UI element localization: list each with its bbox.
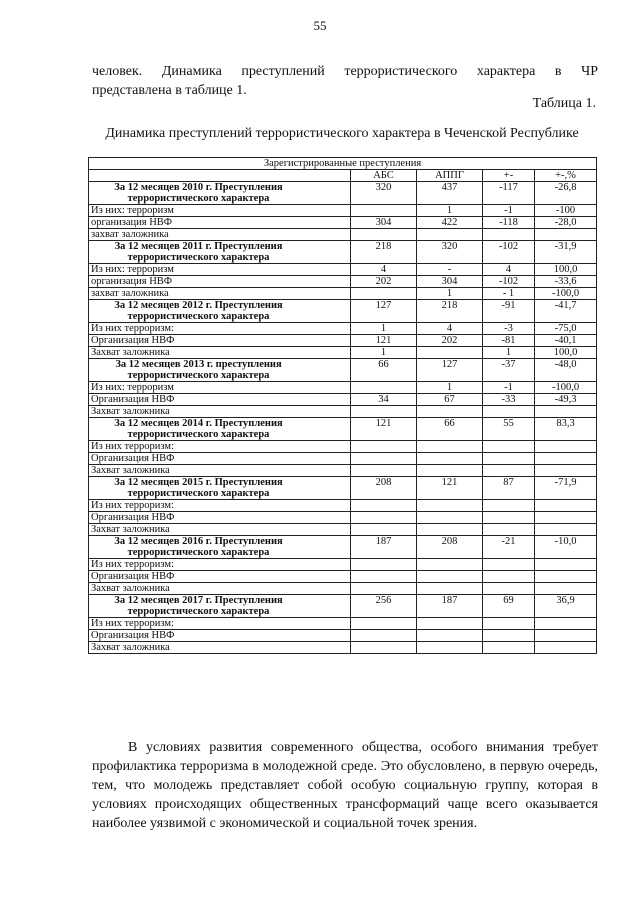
table-row-sub xyxy=(89,394,597,406)
row-value: 4 xyxy=(417,323,483,335)
row-value: 87 xyxy=(483,477,535,500)
column-header: +-,% xyxy=(535,170,597,182)
row-label: Организация НВФ xyxy=(89,630,351,642)
row-value: 202 xyxy=(351,276,417,288)
row-value xyxy=(483,559,535,571)
row-value xyxy=(483,571,535,583)
closing-text: В условиях развития современного общества, особого внимания требует профилактика терроризма в молодежной среде. Это обусловлено, в первую очередь, тем, что молодежь представляет собой особую социальную группу, которая в условиях происходящих общественных трансформаций чаще всего оказывается наиболее уязвимой с экономической и социальной точек зрения. xyxy=(92,740,598,831)
row-value xyxy=(351,500,417,512)
row-value xyxy=(351,406,417,418)
row-label: Захват заложника xyxy=(89,524,351,536)
row-value xyxy=(351,571,417,583)
row-value xyxy=(351,382,417,394)
row-label: За 12 месяцев 2014 г. Преступления террористического характера xyxy=(89,418,351,441)
row-label: Из них терроризм: xyxy=(89,618,351,630)
intro-line-2: представлена в таблице 1. xyxy=(92,83,247,98)
table-group-header: Зарегистрированные преступления xyxy=(89,158,597,170)
row-value: 83,3 xyxy=(535,418,597,441)
row-label: Организация НВФ xyxy=(89,394,351,406)
row-value xyxy=(483,465,535,477)
row-value: 208 xyxy=(417,536,483,559)
row-value: -10,0 xyxy=(535,536,597,559)
row-value: 69 xyxy=(483,595,535,618)
row-value xyxy=(417,229,483,241)
row-value: -71,9 xyxy=(535,477,597,500)
table-row-sub xyxy=(89,465,597,477)
row-value xyxy=(483,630,535,642)
row-label: Захват заложника xyxy=(89,347,351,359)
row-value: 67 xyxy=(417,394,483,406)
row-label: За 12 месяцев 2010 г. Преступления террористического характера xyxy=(89,182,351,205)
row-value: 127 xyxy=(351,300,417,323)
row-value xyxy=(417,559,483,571)
row-value xyxy=(417,618,483,630)
row-label: Захват заложника xyxy=(89,406,351,418)
row-label: За 12 месяцев 2011 г. Преступления террористического характера xyxy=(89,241,351,264)
row-value xyxy=(535,406,597,418)
row-label: организация НВФ xyxy=(89,217,351,229)
row-value xyxy=(351,512,417,524)
row-label: Организация НВФ xyxy=(89,335,351,347)
row-value: -40,1 xyxy=(535,335,597,347)
row-value: 121 xyxy=(351,335,417,347)
table-row-sub xyxy=(89,583,597,595)
row-value xyxy=(535,500,597,512)
row-value: 4 xyxy=(483,264,535,276)
row-value: 121 xyxy=(417,477,483,500)
row-value xyxy=(535,559,597,571)
row-value xyxy=(351,441,417,453)
row-label: За 12 месяцев 2015 г. Преступления террористического характера xyxy=(89,477,351,500)
row-value: 320 xyxy=(417,241,483,264)
row-value xyxy=(483,500,535,512)
row-label: За 12 месяцев 2012 г. Преступления террористического характера xyxy=(89,300,351,323)
row-value xyxy=(417,441,483,453)
row-label: организация НВФ xyxy=(89,276,351,288)
row-value xyxy=(417,642,483,654)
row-value xyxy=(417,500,483,512)
table-row-sub xyxy=(89,618,597,630)
table-row-sub xyxy=(89,347,597,359)
row-value: -1 xyxy=(483,382,535,394)
row-value xyxy=(535,453,597,465)
row-value xyxy=(417,630,483,642)
row-value: 1 xyxy=(483,347,535,359)
row-value xyxy=(417,406,483,418)
row-label: захват заложника xyxy=(89,288,351,300)
row-value xyxy=(483,642,535,654)
column-header: +- xyxy=(483,170,535,182)
row-value: 1 xyxy=(351,347,417,359)
table-body xyxy=(89,182,597,654)
table-row-period xyxy=(89,300,597,323)
table-row-period xyxy=(89,536,597,559)
row-value: -49,3 xyxy=(535,394,597,406)
row-value: -3 xyxy=(483,323,535,335)
row-value: 36,9 xyxy=(535,595,597,618)
table-row-period xyxy=(89,477,597,500)
row-value: -33 xyxy=(483,394,535,406)
table-row-period xyxy=(89,595,597,618)
row-label: Из них терроризм: xyxy=(89,559,351,571)
closing-paragraph xyxy=(92,738,598,833)
row-value: 1 xyxy=(417,382,483,394)
row-value: -102 xyxy=(483,276,535,288)
row-value: -1 xyxy=(483,205,535,217)
table-row-sub xyxy=(89,288,597,300)
intro-paragraph xyxy=(92,62,598,100)
row-value xyxy=(417,465,483,477)
row-value: 66 xyxy=(351,359,417,382)
row-value xyxy=(535,465,597,477)
row-value: -26,8 xyxy=(535,182,597,205)
table-row-period xyxy=(89,182,597,205)
row-value: -28,0 xyxy=(535,217,597,229)
row-value xyxy=(535,229,597,241)
row-value: -117 xyxy=(483,182,535,205)
table-row-sub xyxy=(89,229,597,241)
row-value: 34 xyxy=(351,394,417,406)
row-value xyxy=(351,205,417,217)
row-value xyxy=(535,512,597,524)
table-row-sub xyxy=(89,217,597,229)
row-label: Организация НВФ xyxy=(89,453,351,465)
row-value xyxy=(535,441,597,453)
row-value xyxy=(351,229,417,241)
row-value xyxy=(535,571,597,583)
table-row-period xyxy=(89,241,597,264)
table-label: Таблица 1. xyxy=(532,96,596,111)
row-value: - 1 xyxy=(483,288,535,300)
row-value: 4 xyxy=(351,264,417,276)
table-row-sub xyxy=(89,205,597,217)
row-value: 187 xyxy=(417,595,483,618)
row-label: Организация НВФ xyxy=(89,512,351,524)
row-label: Захват заложника xyxy=(89,642,351,654)
table-row-sub xyxy=(89,276,597,288)
row-value: -48,0 xyxy=(535,359,597,382)
row-value: 55 xyxy=(483,418,535,441)
row-value: -21 xyxy=(483,536,535,559)
row-value: 422 xyxy=(417,217,483,229)
intro-line-1: человек. Динамика преступлений террористического характера в ЧР xyxy=(92,64,598,79)
row-value: -81 xyxy=(483,335,535,347)
row-value: -91 xyxy=(483,300,535,323)
row-value xyxy=(417,453,483,465)
row-label: захват заложника xyxy=(89,229,351,241)
row-value: 304 xyxy=(417,276,483,288)
row-label: Из них: терроризм xyxy=(89,264,351,276)
row-value xyxy=(351,583,417,595)
row-value xyxy=(351,559,417,571)
table-row-period xyxy=(89,359,597,382)
column-header: АБС xyxy=(351,170,417,182)
table-row-sub xyxy=(89,524,597,536)
crime-dynamics-table xyxy=(88,157,597,654)
row-value: -31,9 xyxy=(535,241,597,264)
table-row-sub xyxy=(89,382,597,394)
row-value: -100 xyxy=(535,205,597,217)
row-value xyxy=(351,465,417,477)
row-value: -118 xyxy=(483,217,535,229)
row-value: -100,0 xyxy=(535,382,597,394)
table-row-sub xyxy=(89,559,597,571)
row-value: 127 xyxy=(417,359,483,382)
row-value xyxy=(351,618,417,630)
row-value xyxy=(535,642,597,654)
page-number: 55 xyxy=(313,18,327,33)
row-value xyxy=(483,583,535,595)
row-value xyxy=(417,583,483,595)
row-label: Захват заложника xyxy=(89,465,351,477)
table-row-sub xyxy=(89,335,597,347)
row-label: За 12 месяцев 2013 г. преступления террористического характера xyxy=(89,359,351,382)
table-row-sub xyxy=(89,453,597,465)
row-value xyxy=(351,524,417,536)
row-value: -75,0 xyxy=(535,323,597,335)
row-value: -100,0 xyxy=(535,288,597,300)
row-value: 320 xyxy=(351,182,417,205)
row-value xyxy=(483,512,535,524)
row-value: - xyxy=(417,264,483,276)
row-value xyxy=(535,618,597,630)
row-label: Из них терроризм: xyxy=(89,441,351,453)
row-value: 66 xyxy=(417,418,483,441)
row-value xyxy=(483,229,535,241)
table-row-sub xyxy=(89,642,597,654)
table-row-period xyxy=(89,418,597,441)
row-label: Организация НВФ xyxy=(89,571,351,583)
row-value: 218 xyxy=(351,241,417,264)
table-row-sub xyxy=(89,406,597,418)
row-value: -41,7 xyxy=(535,300,597,323)
row-value xyxy=(351,642,417,654)
row-value: -37 xyxy=(483,359,535,382)
row-value: 437 xyxy=(417,182,483,205)
row-value: 1 xyxy=(417,288,483,300)
table-row-sub xyxy=(89,500,597,512)
row-value: 256 xyxy=(351,595,417,618)
table-row-sub xyxy=(89,571,597,583)
row-value: 218 xyxy=(417,300,483,323)
table-row-sub xyxy=(89,441,597,453)
table-title: Динамика преступлений террористического характера в Чеченской Республике xyxy=(105,126,579,141)
row-value: 100,0 xyxy=(535,264,597,276)
row-value xyxy=(483,524,535,536)
column-header: АППГ xyxy=(417,170,483,182)
row-value xyxy=(535,630,597,642)
table-row-sub xyxy=(89,630,597,642)
row-value: 304 xyxy=(351,217,417,229)
row-value: 100,0 xyxy=(535,347,597,359)
row-label: Захват заложника xyxy=(89,583,351,595)
row-value: 1 xyxy=(417,205,483,217)
row-value xyxy=(483,406,535,418)
row-value xyxy=(535,583,597,595)
row-label: За 12 месяцев 2016 г. Преступления террористического характера xyxy=(89,536,351,559)
row-value xyxy=(417,347,483,359)
row-value: 187 xyxy=(351,536,417,559)
row-label: Из них: терроризм xyxy=(89,205,351,217)
row-value xyxy=(483,618,535,630)
row-value xyxy=(351,453,417,465)
row-label: Из них терроризм: xyxy=(89,500,351,512)
row-value xyxy=(535,524,597,536)
row-value xyxy=(351,288,417,300)
row-value xyxy=(351,630,417,642)
row-value: -33,6 xyxy=(535,276,597,288)
row-label: За 12 месяцев 2017 г. Преступления террористического характера xyxy=(89,595,351,618)
row-value xyxy=(417,571,483,583)
table-row-sub xyxy=(89,264,597,276)
header-empty-cell xyxy=(89,170,351,182)
table-row-sub xyxy=(89,512,597,524)
row-value: 202 xyxy=(417,335,483,347)
row-value: -102 xyxy=(483,241,535,264)
row-label: Из них терроризм: xyxy=(89,323,351,335)
table-row-sub xyxy=(89,323,597,335)
row-value: 121 xyxy=(351,418,417,441)
row-value xyxy=(417,524,483,536)
row-value xyxy=(483,453,535,465)
row-value: 1 xyxy=(351,323,417,335)
row-value: 208 xyxy=(351,477,417,500)
row-value xyxy=(483,441,535,453)
row-value xyxy=(417,512,483,524)
row-label: Из них: терроризм xyxy=(89,382,351,394)
